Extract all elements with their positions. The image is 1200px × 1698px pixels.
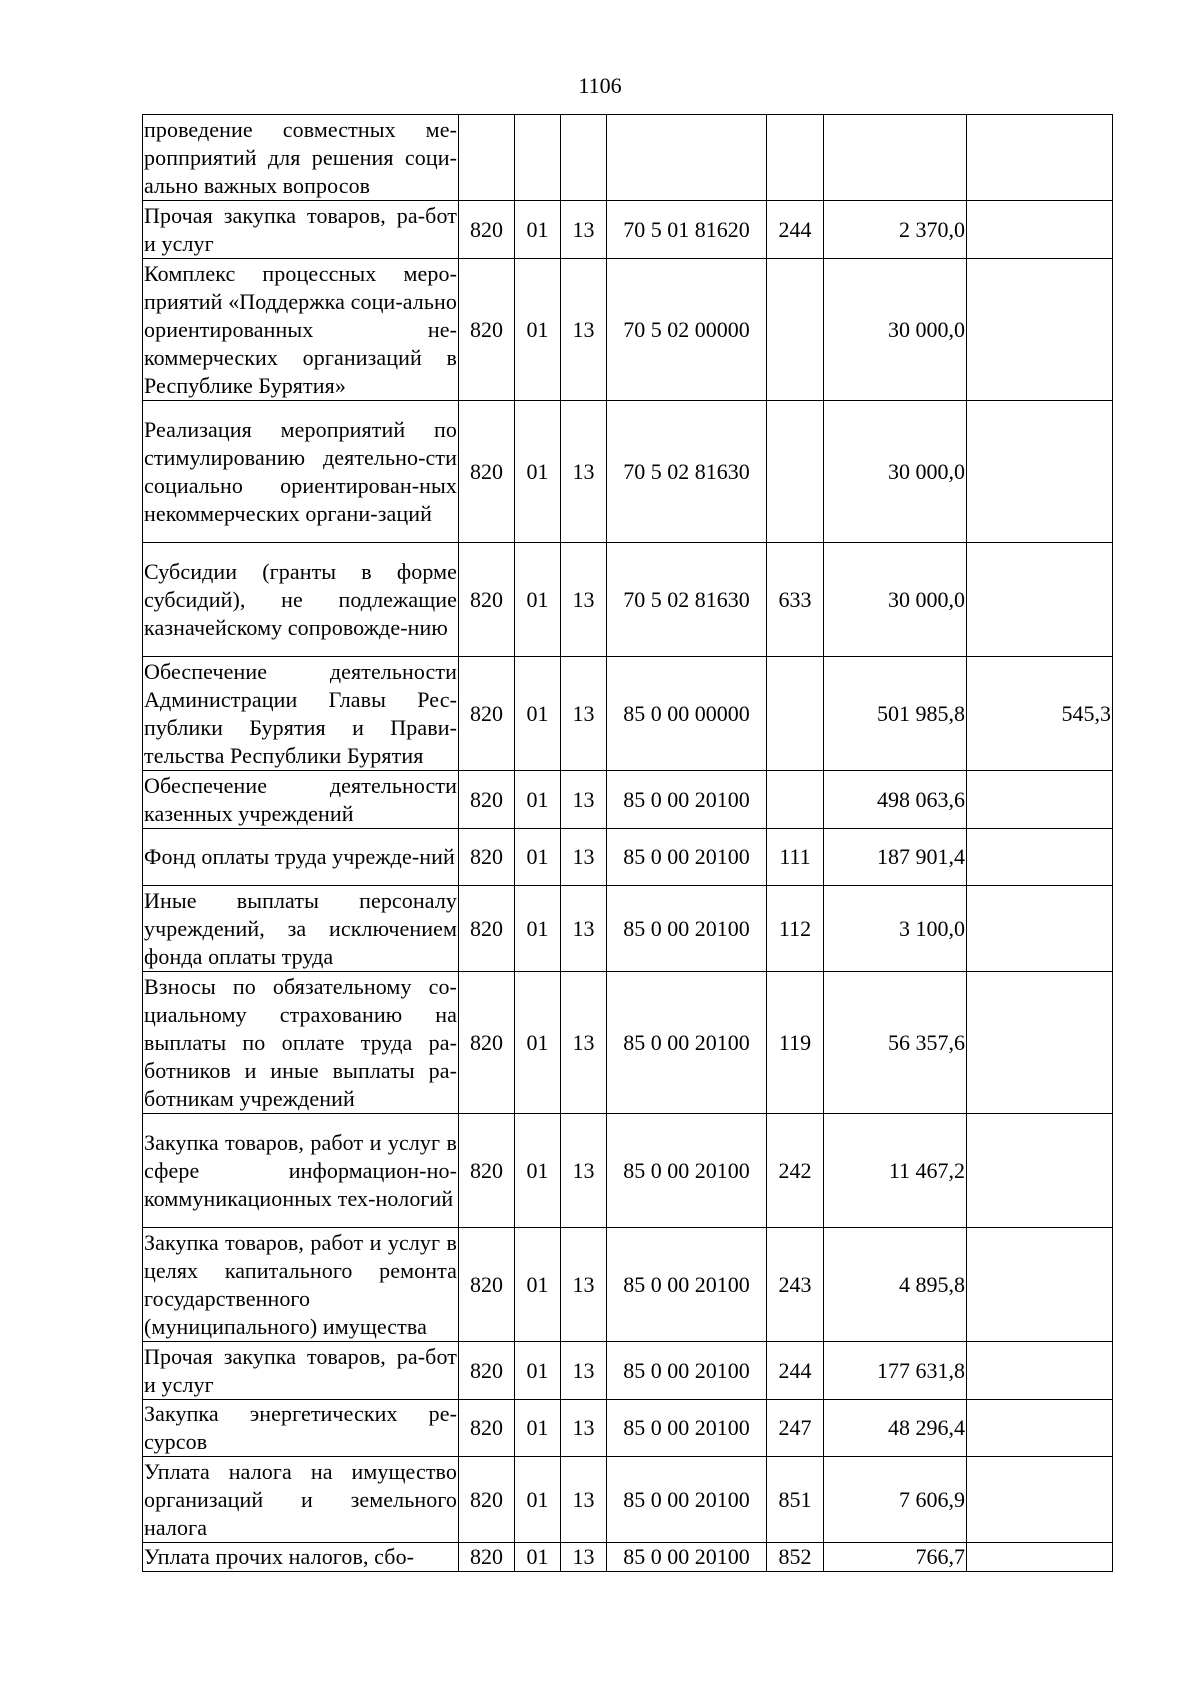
section-code: 01: [515, 1114, 561, 1228]
expense-type-code: [767, 771, 824, 829]
amount-extra: [967, 115, 1113, 201]
expense-type-code: [767, 115, 824, 201]
table-row: [143, 657, 1113, 771]
expense-type-code: [767, 657, 824, 771]
row-name: Обеспечение деятельности Администрации Главы Рес-публики Бурятия и Прави-тельства Республики Бурятия: [143, 657, 459, 771]
target-article-code: 85 0 00 20100: [607, 1400, 767, 1457]
subsection-code: 13: [561, 1228, 607, 1342]
grbs-code: 820: [459, 543, 515, 657]
amount-extra: [967, 1114, 1113, 1228]
table-row: [143, 1228, 1113, 1342]
subsection-code: 13: [561, 771, 607, 829]
amount: [824, 115, 967, 201]
table-row: [143, 771, 1113, 829]
grbs-code: 820: [459, 972, 515, 1114]
grbs-code: 820: [459, 886, 515, 972]
amount: 30 000,0: [824, 259, 967, 401]
row-name: Прочая закупка товаров, ра-бот и услуг: [143, 201, 459, 259]
row-name: проведение совместных ме-ропприятий для решения соци-ально важных вопросов: [143, 115, 459, 201]
budget-table: [142, 114, 1113, 1572]
table-row: [143, 1457, 1113, 1543]
amount-extra: [967, 401, 1113, 543]
subsection-code: 13: [561, 1400, 607, 1457]
expense-type-code: 851: [767, 1457, 824, 1543]
target-article-code: 70 5 02 81630: [607, 401, 767, 543]
section-code: 01: [515, 201, 561, 259]
row-name: Прочая закупка товаров, ра-бот и услуг: [143, 1342, 459, 1400]
table-row: [143, 1543, 1113, 1572]
expense-type-code: 111: [767, 829, 824, 886]
target-article-code: 70 5 01 81620: [607, 201, 767, 259]
table-row: [143, 1342, 1113, 1400]
grbs-code: 820: [459, 1228, 515, 1342]
subsection-code: 13: [561, 1457, 607, 1543]
row-name: Обеспечение деятельности казенных учреждений: [143, 771, 459, 829]
expense-type-code: 244: [767, 1342, 824, 1400]
amount: 11 467,2: [824, 1114, 967, 1228]
subsection-code: 13: [561, 886, 607, 972]
amount: 187 901,4: [824, 829, 967, 886]
subsection-code: 13: [561, 1114, 607, 1228]
target-article-code: 85 0 00 20100: [607, 829, 767, 886]
subsection-code: 13: [561, 543, 607, 657]
amount-extra: [967, 972, 1113, 1114]
section-code: 01: [515, 1400, 561, 1457]
expense-type-code: 242: [767, 1114, 824, 1228]
target-article-code: 85 0 00 20100: [607, 886, 767, 972]
table-row: [143, 972, 1113, 1114]
section-code: 01: [515, 771, 561, 829]
grbs-code: 820: [459, 1400, 515, 1457]
subsection-code: 13: [561, 657, 607, 771]
row-name: Реализация мероприятий по стимулированию деятельно-сти социально ориентирован-ных некоммерческих органи-заций: [143, 401, 459, 543]
table-row: [143, 886, 1113, 972]
grbs-code: 820: [459, 259, 515, 401]
section-code: 01: [515, 829, 561, 886]
grbs-code: 820: [459, 829, 515, 886]
amount: 7 606,9: [824, 1457, 967, 1543]
subsection-code: [561, 115, 607, 201]
table-row: [143, 1400, 1113, 1457]
subsection-code: 13: [561, 1543, 607, 1572]
target-article-code: 70 5 02 81630: [607, 543, 767, 657]
amount: 2 370,0: [824, 201, 967, 259]
grbs-code: [459, 115, 515, 201]
amount-extra: [967, 1457, 1113, 1543]
section-code: 01: [515, 259, 561, 401]
section-code: 01: [515, 972, 561, 1114]
amount-extra: [967, 1228, 1113, 1342]
expense-type-code: 247: [767, 1400, 824, 1457]
table-row: [143, 115, 1113, 201]
subsection-code: 13: [561, 201, 607, 259]
target-article-code: [607, 115, 767, 201]
amount: 48 296,4: [824, 1400, 967, 1457]
amount-extra: [967, 1543, 1113, 1572]
grbs-code: 820: [459, 401, 515, 543]
target-article-code: 85 0 00 20100: [607, 1228, 767, 1342]
amount: 56 357,6: [824, 972, 967, 1114]
subsection-code: 13: [561, 401, 607, 543]
amount: 30 000,0: [824, 543, 967, 657]
amount-extra: 545,3: [967, 657, 1113, 771]
expense-type-code: [767, 401, 824, 543]
expense-type-code: 243: [767, 1228, 824, 1342]
row-name: Субсидии (гранты в форме субсидий), не подлежащие казначейскому сопровожде-нию: [143, 543, 459, 657]
amount: 501 985,8: [824, 657, 967, 771]
amount-extra: [967, 259, 1113, 401]
table-row: [143, 259, 1113, 401]
section-code: 01: [515, 886, 561, 972]
amount-extra: [967, 886, 1113, 972]
target-article-code: 85 0 00 00000: [607, 657, 767, 771]
target-article-code: 85 0 00 20100: [607, 1543, 767, 1572]
amount-extra: [967, 543, 1113, 657]
row-name: Комплекс процессных меро-приятий «Поддержка соци-ально ориентированных не-коммерческих организаций в Республике Бурятия»: [143, 259, 459, 401]
target-article-code: 85 0 00 20100: [607, 1342, 767, 1400]
amount: 498 063,6: [824, 771, 967, 829]
row-name: Закупка товаров, работ и услуг в целях капитального ремонта государственного (муниципального) имущества: [143, 1228, 459, 1342]
section-code: 01: [515, 657, 561, 771]
amount-extra: [967, 771, 1113, 829]
section-code: 01: [515, 543, 561, 657]
target-article-code: 85 0 00 20100: [607, 1457, 767, 1543]
amount: 766,7: [824, 1543, 967, 1572]
grbs-code: 820: [459, 201, 515, 259]
page-number: 1106: [578, 73, 622, 98]
subsection-code: 13: [561, 829, 607, 886]
target-article-code: 85 0 00 20100: [607, 972, 767, 1114]
grbs-code: 820: [459, 657, 515, 771]
row-name: Закупка товаров, работ и услуг в сфере информацион-но-коммуникационных тех-нологий: [143, 1114, 459, 1228]
amount-extra: [967, 1400, 1113, 1457]
section-code: 01: [515, 1543, 561, 1572]
amount: 177 631,8: [824, 1342, 967, 1400]
expense-type-code: 119: [767, 972, 824, 1114]
amount-extra: [967, 829, 1113, 886]
target-article-code: 70 5 02 00000: [607, 259, 767, 401]
table-row: [143, 401, 1113, 543]
expense-type-code: 244: [767, 201, 824, 259]
row-name: Уплата налога на имущество организаций и земельного налога: [143, 1457, 459, 1543]
expense-type-code: 633: [767, 543, 824, 657]
table-row: [143, 543, 1113, 657]
grbs-code: 820: [459, 1457, 515, 1543]
expense-type-code: [767, 259, 824, 401]
grbs-code: 820: [459, 1543, 515, 1572]
subsection-code: 13: [561, 1342, 607, 1400]
table-row: [143, 1114, 1113, 1228]
row-name: Закупка энергетических ре-сурсов: [143, 1400, 459, 1457]
section-code: 01: [515, 1342, 561, 1400]
row-name: Фонд оплаты труда учрежде-ний: [143, 829, 459, 886]
amount-extra: [967, 1342, 1113, 1400]
section-code: 01: [515, 1457, 561, 1543]
table-row: [143, 829, 1113, 886]
section-code: 01: [515, 1228, 561, 1342]
grbs-code: 820: [459, 1114, 515, 1228]
row-name: Взносы по обязательному со-циальному страхованию на выплаты по оплате труда ра-ботников и иные выплаты ра-ботникам учреждений: [143, 972, 459, 1114]
row-name: Уплата прочих налогов, сбо-: [143, 1543, 459, 1572]
target-article-code: 85 0 00 20100: [607, 1114, 767, 1228]
expense-type-code: 852: [767, 1543, 824, 1572]
amount: 3 100,0: [824, 886, 967, 972]
section-code: 01: [515, 401, 561, 543]
grbs-code: 820: [459, 771, 515, 829]
table-body: [143, 115, 1113, 1572]
target-article-code: 85 0 00 20100: [607, 771, 767, 829]
amount: 4 895,8: [824, 1228, 967, 1342]
table-row: [143, 201, 1113, 259]
section-code: [515, 115, 561, 201]
grbs-code: 820: [459, 1342, 515, 1400]
subsection-code: 13: [561, 972, 607, 1114]
amount-extra: [967, 201, 1113, 259]
subsection-code: 13: [561, 259, 607, 401]
row-name: Иные выплаты персоналу учреждений, за исключением фонда оплаты труда: [143, 886, 459, 972]
expense-type-code: 112: [767, 886, 824, 972]
amount: 30 000,0: [824, 401, 967, 543]
